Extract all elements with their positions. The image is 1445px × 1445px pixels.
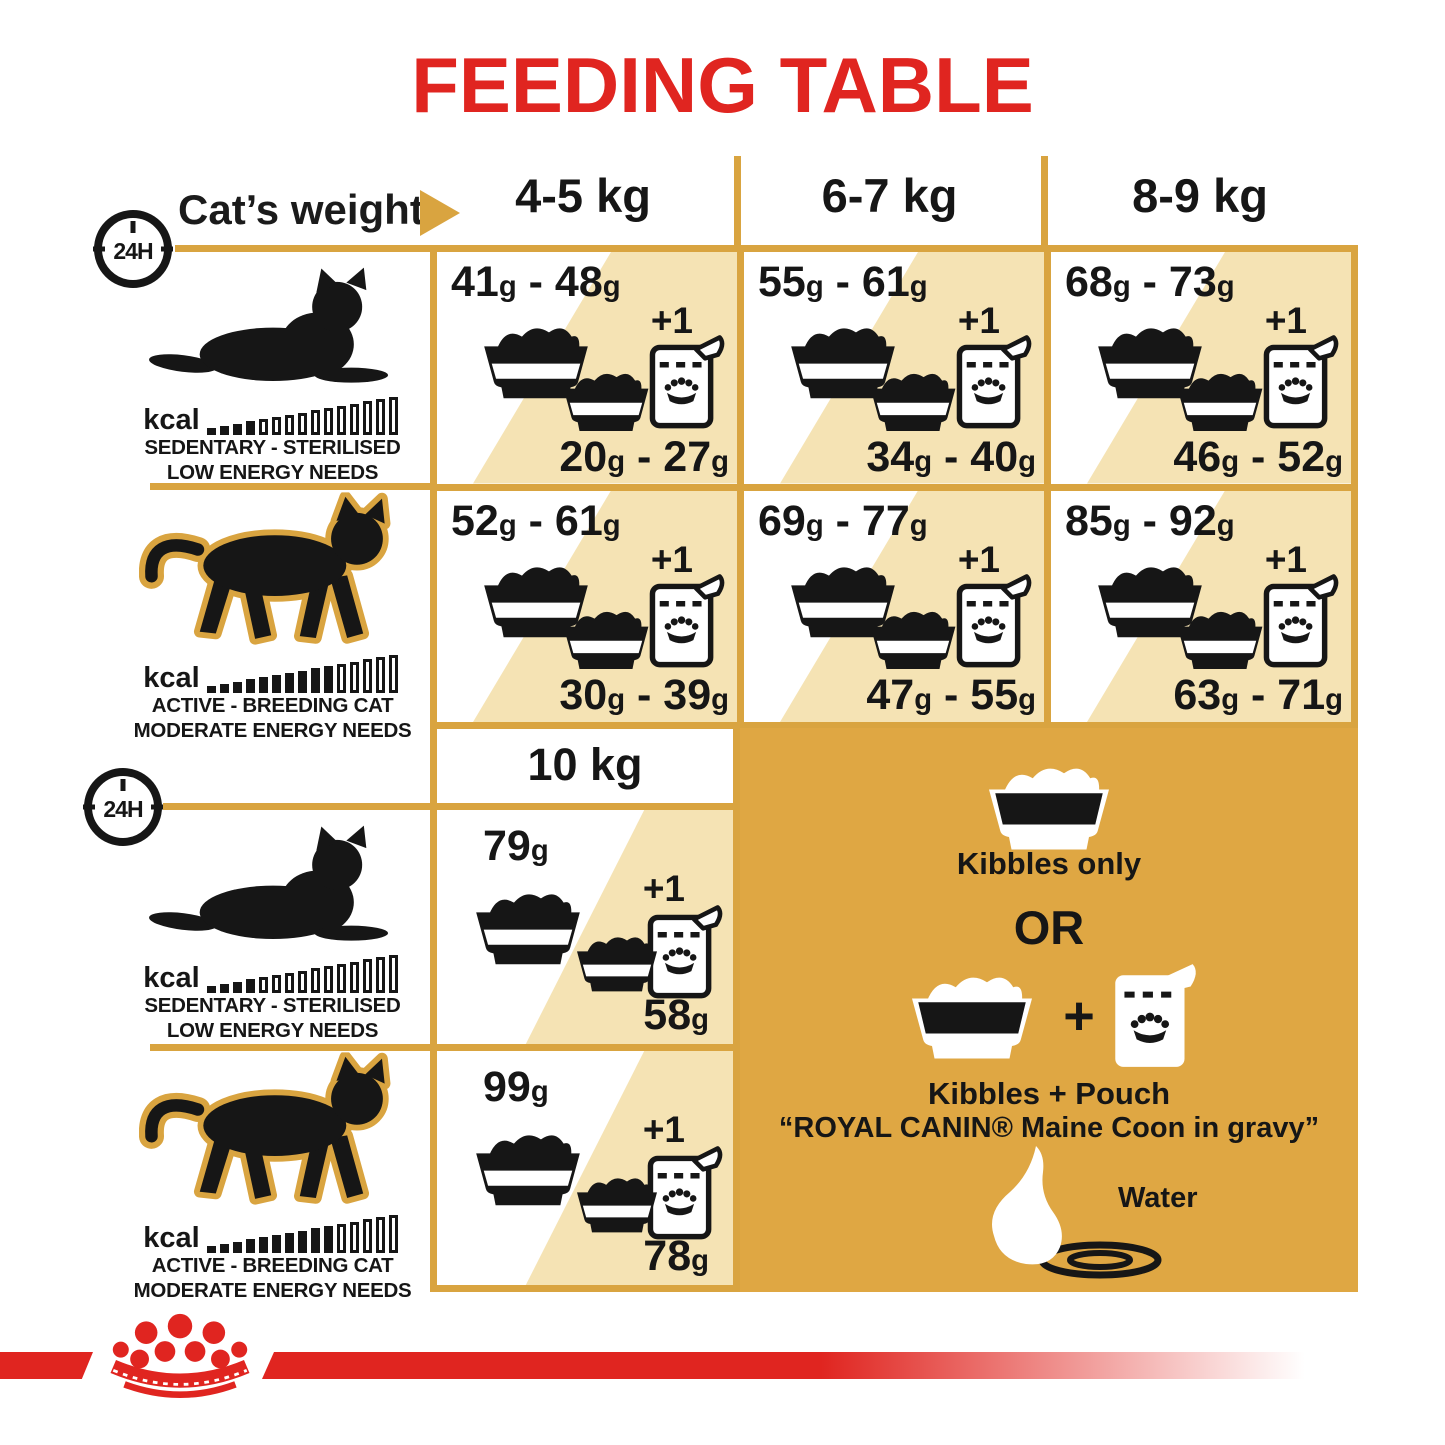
connector-line	[163, 803, 433, 810]
pouch-icon	[954, 571, 1034, 671]
water-label: Water	[1118, 1182, 1198, 1214]
mixed-amount: 63g - 71g	[1173, 671, 1343, 719]
or-label: OR	[1013, 901, 1085, 954]
row-divider-extension	[150, 1044, 433, 1051]
walking-cat-icon	[139, 1052, 407, 1209]
kibble-bowl-small-icon	[553, 362, 659, 440]
cell-sedentary-10kg	[437, 810, 733, 1044]
connector-line	[175, 245, 433, 252]
kibbles-amount: 52g - 61g	[451, 496, 621, 545]
weight-column-8-9kg: 8-9 kg	[1132, 169, 1268, 222]
kibble-bowl-small-icon	[1167, 600, 1273, 678]
pouch-icon	[1261, 571, 1341, 671]
water-reminder	[910, 1140, 1230, 1285]
profile-active	[115, 492, 430, 743]
profile-sedentary	[115, 824, 430, 1043]
kibble-bowl-small-icon	[860, 600, 966, 678]
plus-one-label: +1	[642, 868, 685, 909]
energy-line1: ACTIVE - BREEDING CAT	[151, 694, 394, 717]
energy-line2: LOW ENERGY NEEDS	[166, 461, 379, 484]
cell-active-6-7kg	[744, 491, 1044, 723]
cell-sedentary-4-5kg	[437, 252, 737, 484]
pouch-icon	[954, 332, 1034, 432]
cell-active-4-5kg	[437, 491, 737, 723]
pouch-icon	[1111, 960, 1201, 1072]
mixed-amount: 58g	[643, 991, 709, 1039]
energy-line1: SEDENTARY - STERILISED	[144, 994, 401, 1017]
walking-cat-icon	[139, 492, 407, 649]
kibble-bowl-icon	[897, 961, 1047, 1071]
kibbles-pouch-label: Kibbles + Pouch	[927, 1076, 1171, 1111]
header-divider	[1041, 156, 1048, 245]
mixed-amount: 78g	[643, 1232, 709, 1280]
kcal-bars	[207, 1215, 402, 1253]
mixed-amount: 34g - 40g	[866, 432, 1036, 481]
profile-sedentary	[115, 266, 430, 485]
kibble-bowl-small-icon	[860, 362, 966, 440]
kibbles-amount: 79g	[483, 822, 549, 870]
clock-24h-label: 24H	[113, 238, 153, 264]
cell-sedentary-8-9kg	[1051, 252, 1351, 484]
kcal-bars	[207, 397, 402, 435]
kcal-label: kcal	[143, 404, 200, 436]
feeding-grid-10kg	[430, 803, 740, 1292]
kcal-bars	[207, 955, 402, 993]
cell-active-10kg	[437, 1051, 733, 1285]
kcal-label: kcal	[143, 662, 200, 694]
mixed-amount: 30g - 39g	[559, 671, 729, 719]
royal-canin-crown-logo	[96, 1312, 264, 1406]
cats-weight-label: Cat’s weight	[178, 186, 424, 233]
kcal-bars	[207, 655, 402, 693]
plus-one-label: +1	[1264, 300, 1307, 341]
lying-cat-icon	[148, 824, 398, 949]
pouch-icon	[647, 332, 727, 432]
kcal-meter	[115, 393, 430, 435]
lying-cat-icon	[148, 266, 398, 391]
energy-line1: SEDENTARY - STERILISED	[144, 436, 401, 459]
header-divider	[734, 156, 741, 245]
weight-column-4-5kg: 4-5 kg	[515, 169, 651, 222]
energy-line1: ACTIVE - BREEDING CAT	[151, 1254, 394, 1277]
red-bar-right	[262, 1352, 1337, 1379]
kibbles-amount: 85g - 92g	[1065, 496, 1235, 545]
kibbles-amount: 69g - 77g	[758, 496, 928, 545]
plus-one-label: +1	[957, 300, 1000, 341]
kibbles-pouch-combo	[740, 960, 1358, 1072]
page-title: FEEDING TABLE	[411, 41, 1034, 129]
kcal-label: kcal	[143, 962, 200, 994]
kibbles-amount: 55g - 61g	[758, 258, 928, 306]
weight-column-6-7kg: 6-7 kg	[821, 169, 958, 222]
serving-options-panel	[740, 728, 1358, 1292]
kibble-bowl-small-icon	[1167, 362, 1273, 440]
weight-column-10kg: 10 kg	[430, 722, 740, 810]
plus-one-label: +1	[650, 300, 693, 341]
kibbles-amount: 68g - 73g	[1065, 258, 1235, 306]
plus-one-label: +1	[1264, 538, 1307, 580]
plus-one-label: +1	[650, 538, 693, 580]
energy-line2: MODERATE ENERGY NEEDS	[133, 719, 412, 742]
cell-active-8-9kg	[1051, 491, 1351, 723]
kcal-label: kcal	[143, 1222, 200, 1254]
mixed-amount: 20g - 27g	[559, 432, 729, 481]
mixed-amount: 46g - 52g	[1173, 432, 1343, 481]
kibbles-amount: 99g	[483, 1063, 549, 1111]
kcal-meter	[115, 951, 430, 993]
kibbles-only-label: Kibbles only	[956, 846, 1142, 881]
cell-sedentary-6-7kg	[744, 252, 1044, 484]
plus-one-label: +1	[642, 1109, 685, 1150]
pouch-product-name: “ROYAL CANIN® Maine Coon in gravy”	[778, 1112, 1320, 1144]
energy-line2: LOW ENERGY NEEDS	[166, 1019, 379, 1042]
clock-24h-label: 24H	[103, 796, 143, 822]
pouch-icon	[647, 571, 727, 671]
kibbles-amount: 41g - 48g	[451, 258, 621, 306]
energy-line2: MODERATE ENERGY NEEDS	[133, 1279, 412, 1302]
pouch-icon	[1261, 332, 1341, 432]
kibble-bowl-small-icon	[553, 600, 659, 678]
profile-active	[115, 1052, 430, 1303]
kcal-meter	[115, 1211, 430, 1253]
kcal-meter	[115, 651, 430, 693]
plus-sign: +	[1063, 986, 1095, 1046]
red-bar-left	[0, 1352, 93, 1379]
mixed-amount: 47g - 55g	[866, 671, 1036, 719]
plus-one-label: +1	[957, 538, 1000, 580]
feeding-grid-main	[430, 245, 1358, 729]
